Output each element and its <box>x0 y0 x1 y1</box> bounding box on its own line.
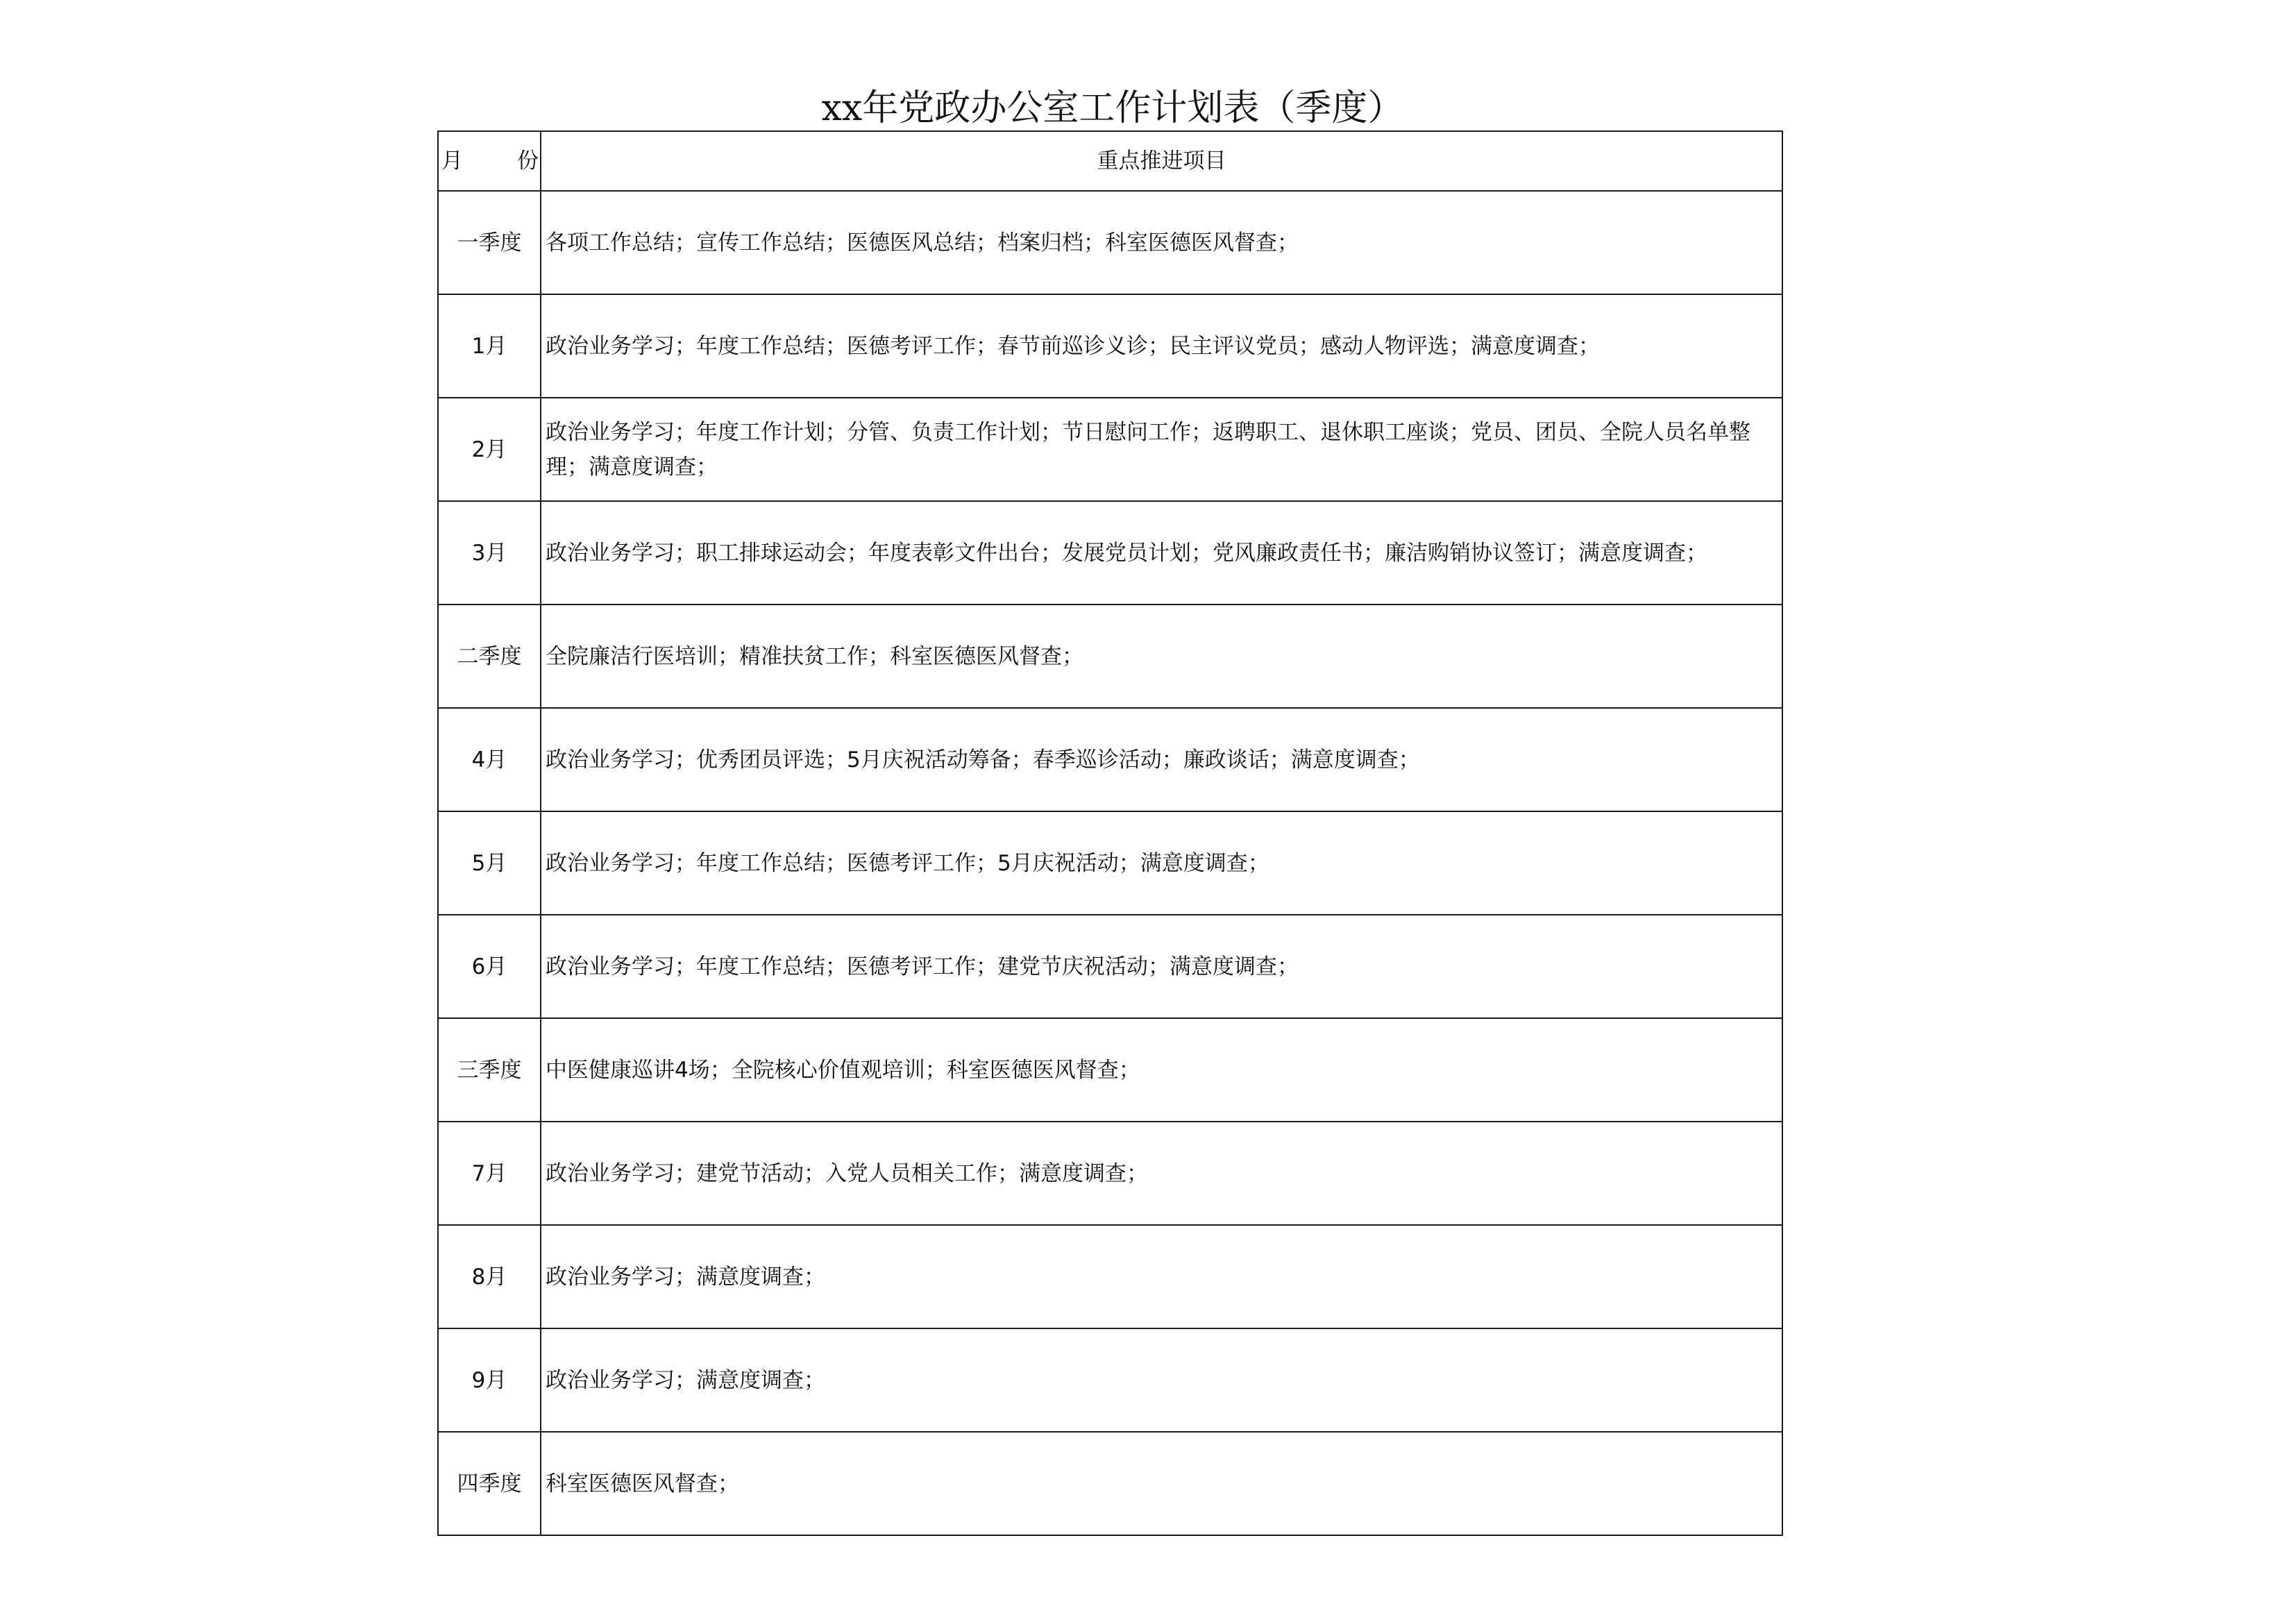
key-items-cell: 各项工作总结；宣传工作总结；医德医风总结；档案归档；科室医德医风督查； <box>541 191 1782 294</box>
period-cell: 1月 <box>438 294 541 398</box>
month-header-right-char: 份 <box>517 149 539 174</box>
page-title: xx年党政办公室工作计划表（季度） <box>821 87 1404 129</box>
key-items-column-header: 重点推进项目 <box>541 131 1782 191</box>
table-body <box>438 191 1782 1535</box>
table-row <box>438 605 1782 708</box>
key-items-cell: 中医健康巡讲4场；全院核心价值观培训；科室医德医风督查； <box>541 1018 1782 1122</box>
month-header-left-char: 月 <box>441 149 463 174</box>
key-items-cell: 政治业务学习；职工排球运动会；年度表彰文件出台；发展党员计划；党风廉政责任书；廉洁购销协议签订；满意度调查； <box>541 501 1782 605</box>
key-items-cell: 政治业务学习；满意度调查； <box>541 1328 1782 1432</box>
period-cell: 四季度 <box>438 1432 541 1535</box>
key-items-cell: 政治业务学习；年度工作总结；医德考评工作；春节前巡诊义诊；民主评议党员；感动人物评选；满意度调查； <box>541 294 1782 398</box>
table-row <box>438 1018 1782 1122</box>
period-cell: 2月 <box>438 398 541 501</box>
period-cell: 9月 <box>438 1328 541 1432</box>
table-row <box>438 708 1782 811</box>
table-row <box>438 1328 1782 1432</box>
period-cell: 6月 <box>438 915 541 1018</box>
key-items-cell: 政治业务学习；建党节活动；入党人员相关工作；满意度调查； <box>541 1122 1782 1225</box>
period-cell: 7月 <box>438 1122 541 1225</box>
table-row <box>438 811 1782 915</box>
key-items-cell: 政治业务学习；年度工作计划；分管、负责工作计划；节日慰问工作；返聘职工、退休职工座谈；党员、团员、全院人员名单整理；满意度调查； <box>541 398 1782 501</box>
table-row <box>438 294 1782 398</box>
period-cell: 三季度 <box>438 1018 541 1122</box>
key-items-cell: 政治业务学习；年度工作总结；医德考评工作；建党节庆祝活动；满意度调查； <box>541 915 1782 1018</box>
table-row <box>438 191 1782 294</box>
key-items-cell: 政治业务学习；满意度调查； <box>541 1225 1782 1328</box>
month-column-header <box>438 131 541 191</box>
period-cell: 4月 <box>438 708 541 811</box>
table-row <box>438 1122 1782 1225</box>
period-cell: 二季度 <box>438 605 541 708</box>
period-cell: 5月 <box>438 811 541 915</box>
period-cell: 8月 <box>438 1225 541 1328</box>
table-row <box>438 501 1782 605</box>
table-row <box>438 1432 1782 1535</box>
table-header-row <box>438 131 1782 191</box>
table-row <box>438 398 1782 501</box>
table-row <box>438 915 1782 1018</box>
work-plan-table <box>437 130 1783 1536</box>
key-items-cell: 政治业务学习；优秀团员评选；5月庆祝活动筹备；春季巡诊活动；廉政谈话；满意度调查； <box>541 708 1782 811</box>
period-cell: 3月 <box>438 501 541 605</box>
key-items-cell: 全院廉洁行医培训；精准扶贫工作；科室医德医风督查； <box>541 605 1782 708</box>
period-cell: 一季度 <box>438 191 541 294</box>
table-row <box>438 1225 1782 1328</box>
key-items-cell: 科室医德医风督查； <box>541 1432 1782 1535</box>
key-items-cell: 政治业务学习；年度工作总结；医德考评工作；5月庆祝活动；满意度调查； <box>541 811 1782 915</box>
